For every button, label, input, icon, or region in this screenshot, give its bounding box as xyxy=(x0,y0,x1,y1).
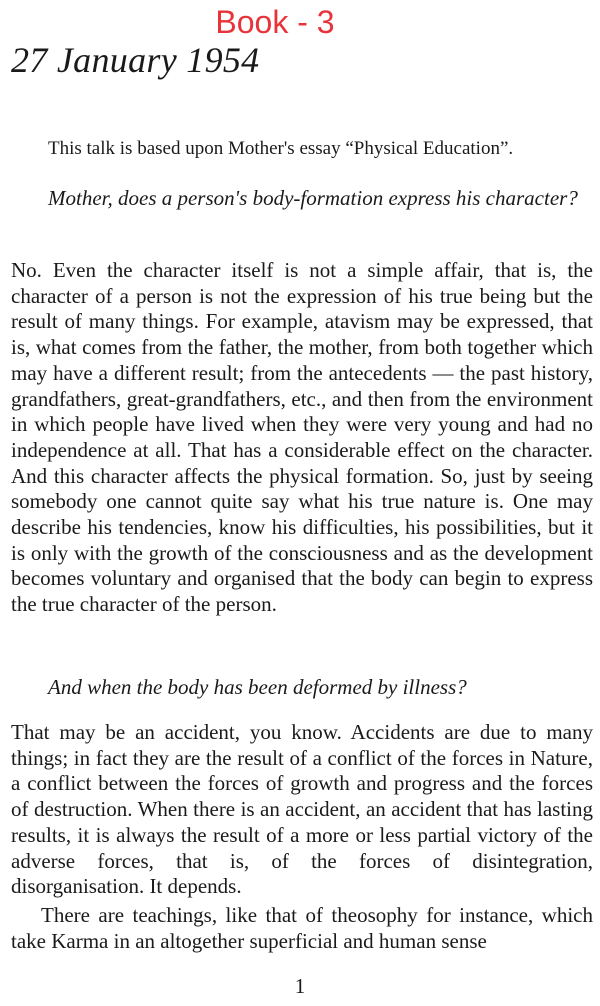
answer-paragraph-1: No. Even the character itself is not a simple affair, that is, the character of a person is not the expression of his true being but the result of many things. For example, atavism may be expressed, that is, what comes from the father, the mother, from both together which may have a different result; from the antecedents — the past history, grandfathers, great-grandfathers, etc., and then from the environment in which people have lived when they were very young and had no independence at all. That has a considerable effect on the character. And this character affects the physical formation. So, just by seeing somebody one cannot quite say what his true nature is. One may describe his tendencies, know his difficulties, his possibilities, but it is only with the growth of the consciousness and as the development becomes voluntary and organised that the body can begin to express the true character of the person. xyxy=(11,258,593,617)
question-1: Mother, does a person's body-formation express his character? xyxy=(48,186,578,210)
answer-paragraph-3: There are teachings, like that of theosophy for instance, which take Karma in an altogether superficial and human sense xyxy=(11,903,593,953)
intro-note: This talk is based upon Mother's essay “Physical Education”. xyxy=(48,138,514,159)
page-title: 27 January 1954 xyxy=(11,40,260,80)
page-number: 1 xyxy=(294,974,306,998)
question-2: And when the body has been deformed by illness? xyxy=(48,675,467,699)
answer-paragraph-2: That may be an accident, you know. Accidents are due to many things; in fact they are the result of a conflict of the forces in Nature, a conflict between the forces of growth and progress and the forces of destruction. When there is an accident, an accident that has lasting results, it is always the result of a more or less partial victory of the adverse forces, that is, of the forces of disintegration, disorganisation. It depends. xyxy=(11,720,593,899)
book-label: Book - 3 xyxy=(215,4,335,40)
